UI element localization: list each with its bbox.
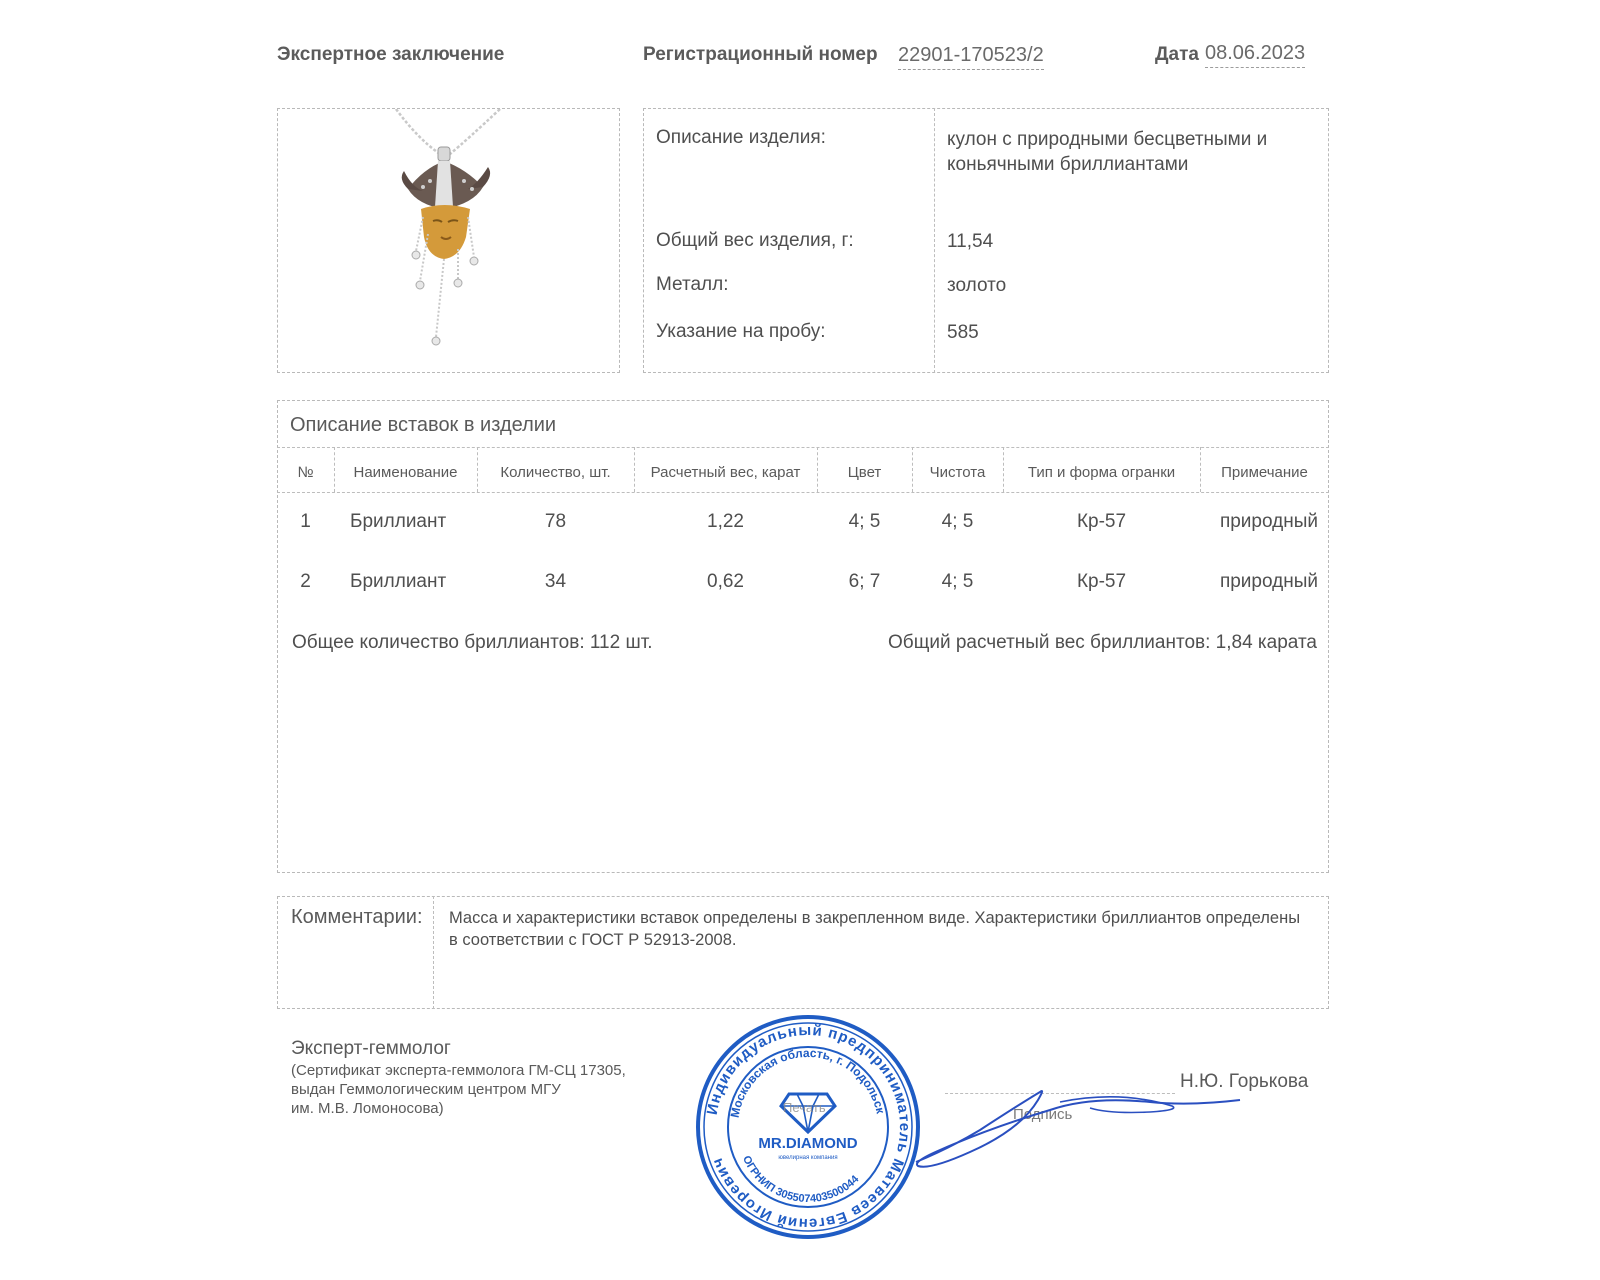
comments-label: Комментарии: xyxy=(291,906,423,928)
table-cell: 4; 5 xyxy=(848,511,881,532)
col-header-cut: Тип и форма огранки xyxy=(1027,464,1176,481)
date-value: 08.06.2023 xyxy=(1205,42,1305,68)
inserts-title-divider xyxy=(277,447,1329,448)
table-cell: 6; 7 xyxy=(848,571,881,592)
col-header-note: Примечание xyxy=(1221,464,1308,481)
comments-text: Масса и характеристики вставок определены в закрепленном виде. Характеристики бриллиантов определены в соответствии с ГОСТ Р 52913-2008. xyxy=(449,909,1301,949)
assay-value: 585 xyxy=(947,322,979,343)
product-photo-frame xyxy=(277,108,620,373)
table-cell: 4; 5 xyxy=(941,511,974,532)
table-cell: 78 xyxy=(544,511,567,532)
table-cell: Бриллиант xyxy=(350,511,447,532)
stamp-outer-text: Индивидуальный предприниматель Матвеев Евгений Игоревич xyxy=(703,1021,914,1233)
inserts-title: Описание вставок в изделии xyxy=(290,414,557,436)
col-header-weight: Расчетный вес, карат xyxy=(650,464,801,481)
registration-label: Регистрационный номер xyxy=(643,44,878,65)
description-value: кулон с природными бесцветными и коньячными бриллиантами xyxy=(947,129,1268,175)
signature-hint: Подпись xyxy=(1013,1106,1073,1123)
table-cell: 4; 5 xyxy=(941,571,974,592)
pendant-image xyxy=(278,109,618,371)
assay-label: Указание на пробу: xyxy=(656,321,826,342)
metal-value: золото xyxy=(947,275,1007,296)
total-weight: Общий расчетный вес бриллиантов: 1,84 карата xyxy=(888,632,1317,653)
total-count: Общее количество бриллиантов: 112 шт. xyxy=(292,632,653,653)
product-info-divider xyxy=(934,108,935,373)
table-cell: Бриллиант xyxy=(350,571,447,592)
col-header-name: Наименование xyxy=(353,464,458,481)
stamp-ogrnip: ОГРНИП 305507403500044 xyxy=(740,1153,862,1206)
stamp-hint: Печать xyxy=(783,1100,826,1115)
inserts-header-divider xyxy=(277,492,1329,493)
date-label: Дата xyxy=(1155,44,1199,65)
expert-note-line-3: им. М.В. Ломоносова) xyxy=(291,1100,444,1117)
stamp-inner-text: Московская область, г. Подольск xyxy=(727,1045,888,1119)
stamp-brand: MR.DIAMOND xyxy=(758,1135,858,1152)
table-cell: Кр-57 xyxy=(1076,511,1127,532)
expert-note-line-2: выдан Геммологическим центром МГУ xyxy=(291,1081,561,1098)
table-cell: 34 xyxy=(544,571,567,592)
comments-divider xyxy=(433,896,434,1009)
col-header-clarity: Чистота xyxy=(929,464,986,481)
col-header-quantity: Количество, шт. xyxy=(500,464,611,481)
signature xyxy=(910,1070,1250,1180)
col-header-number: № xyxy=(297,464,314,481)
company-stamp xyxy=(693,1012,923,1242)
metal-label: Металл: xyxy=(656,274,729,295)
svg-text:ОГРНИП 305507403500044 xyxy=(740,1154,862,1205)
table-cell: 2 xyxy=(300,571,311,592)
col-header-color: Цвет xyxy=(847,464,882,481)
table-cell: Кр-57 xyxy=(1076,571,1127,592)
expert-note-line-1: (Сертификат эксперта-геммолога ГМ-СЦ 17305, xyxy=(291,1062,626,1079)
table-cell: 0,62 xyxy=(707,571,744,592)
expert-title: Эксперт-геммолог xyxy=(291,1038,451,1059)
table-cell: природный xyxy=(1219,571,1318,592)
stamp-tagline: ювелирная компания xyxy=(778,1155,838,1161)
table-cell: 1 xyxy=(300,511,311,532)
description-label: Описание изделия: xyxy=(656,127,826,148)
table-cell: природный xyxy=(1219,511,1318,532)
weight-label: Общий вес изделия, г: xyxy=(656,230,854,251)
document-title: Экспертное заключение xyxy=(277,44,505,65)
weight-value: 11,54 xyxy=(947,231,994,252)
expert-name: Н.Ю. Горькова xyxy=(1180,1071,1309,1092)
table-cell: 1,22 xyxy=(707,511,744,532)
registration-number: 22901-170523/2 xyxy=(898,44,1044,70)
